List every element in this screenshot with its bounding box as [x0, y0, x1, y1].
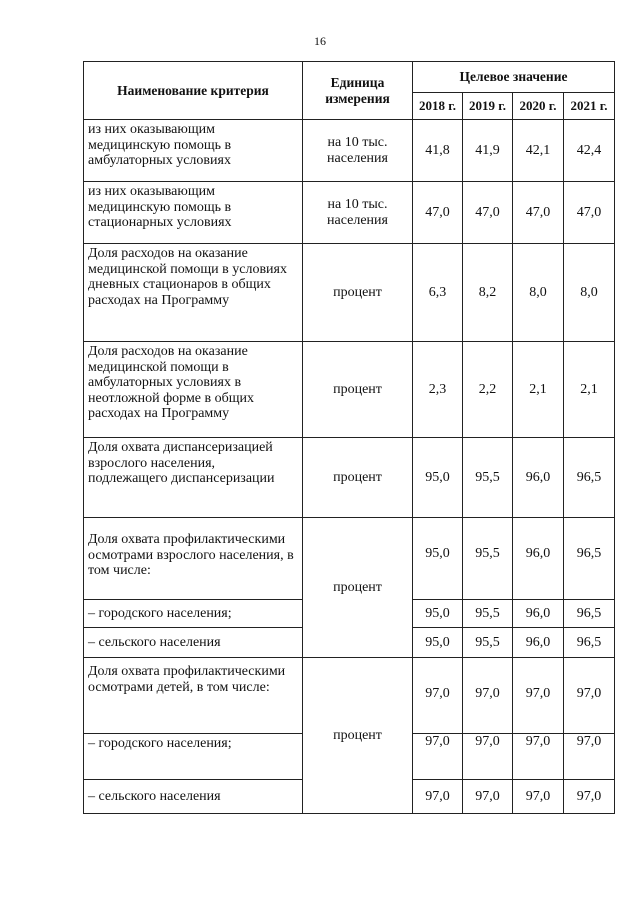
value-cell: 2,2: [463, 342, 513, 438]
value-cell: 96,0: [513, 628, 564, 658]
criterion-cell: – городского населения;: [84, 600, 303, 628]
criterion-cell: – сельского населения: [84, 628, 303, 658]
unit-cell: процент: [303, 244, 413, 342]
value-cell: 96,5: [564, 518, 615, 600]
value-cell: 2,1: [564, 342, 615, 438]
value-cell: 97,0: [413, 734, 463, 780]
value-cell: 97,0: [513, 658, 564, 734]
table-row: [84, 120, 615, 182]
table-row: [84, 342, 615, 438]
value-cell: 97,0: [564, 734, 615, 780]
value-cell: 96,0: [513, 438, 564, 518]
value-cell: 47,0: [413, 182, 463, 244]
value-cell: 95,0: [413, 628, 463, 658]
value-cell: 97,0: [413, 658, 463, 734]
unit-cell: на 10 тыс. населения: [303, 182, 413, 244]
value-cell: 97,0: [463, 734, 513, 780]
table-row: [84, 658, 615, 734]
value-cell: 42,1: [513, 120, 564, 182]
value-cell: 8,2: [463, 244, 513, 342]
table-row: [84, 518, 615, 600]
page-number: 16: [314, 34, 326, 48]
criterion-cell: – городского населения;: [84, 734, 303, 780]
header-target: Целевое значение: [413, 62, 615, 93]
table-row: [84, 438, 615, 518]
criteria-table: [83, 61, 615, 814]
criterion-cell: Доля расходов на оказание медицинской помощи в амбулаторных условиях в неотложной форме в общих расходах на Программу: [84, 342, 303, 438]
criterion-cell: – сельского населения: [84, 780, 303, 814]
value-cell: 2,1: [513, 342, 564, 438]
value-cell: 41,8: [413, 120, 463, 182]
criterion-cell: из них оказывающим медицинскую помощь в стационарных условиях: [84, 182, 303, 244]
value-cell: 41,9: [463, 120, 513, 182]
value-cell: 96,0: [513, 518, 564, 600]
criterion-cell: Доля охвата профилактическими осмотрами детей, в том числе:: [84, 658, 303, 734]
value-cell: 8,0: [513, 244, 564, 342]
value-cell: 8,0: [564, 244, 615, 342]
header-year: 2019 г.: [463, 93, 513, 120]
criterion-cell: Доля охвата профилактическими осмотрами взрослого населения, в том числе:: [84, 518, 303, 600]
header-criterion: Наименование критерия: [84, 62, 303, 120]
value-cell: 2,3: [413, 342, 463, 438]
header-row: [84, 62, 615, 93]
value-cell: 47,0: [513, 182, 564, 244]
value-cell: 47,0: [564, 182, 615, 244]
table-row: [84, 182, 615, 244]
header-year: 2021 г.: [564, 93, 615, 120]
value-cell: 97,0: [564, 780, 615, 814]
criterion-cell: Доля расходов на оказание медицинской помощи в условиях дневных стационаров в общих расходах на Программу: [84, 244, 303, 342]
value-cell: 97,0: [513, 734, 564, 780]
unit-cell: процент: [303, 438, 413, 518]
value-cell: 95,0: [413, 438, 463, 518]
value-cell: 95,0: [413, 518, 463, 600]
value-cell: 6,3: [413, 244, 463, 342]
value-cell: 97,0: [564, 658, 615, 734]
header-year: 2020 г.: [513, 93, 564, 120]
value-cell: 42,4: [564, 120, 615, 182]
unit-cell: процент: [303, 518, 413, 658]
value-cell: 95,5: [463, 628, 513, 658]
criterion-cell: из них оказывающим медицинскую помощь в амбулаторных условиях: [84, 120, 303, 182]
table-row: [84, 244, 615, 342]
value-cell: 95,5: [463, 518, 513, 600]
header-year: 2018 г.: [413, 93, 463, 120]
value-cell: 96,5: [564, 438, 615, 518]
value-cell: 97,0: [413, 780, 463, 814]
unit-cell: процент: [303, 342, 413, 438]
value-cell: 96,5: [564, 600, 615, 628]
value-cell: 96,5: [564, 628, 615, 658]
value-cell: 95,5: [463, 600, 513, 628]
value-cell: 95,0: [413, 600, 463, 628]
value-cell: 47,0: [463, 182, 513, 244]
value-cell: 97,0: [513, 780, 564, 814]
unit-cell: процент: [303, 658, 413, 814]
value-cell: 96,0: [513, 600, 564, 628]
value-cell: 97,0: [463, 658, 513, 734]
value-cell: 97,0: [463, 780, 513, 814]
header-unit: Единица измерения: [303, 62, 413, 120]
value-cell: 95,5: [463, 438, 513, 518]
criterion-cell: Доля охвата диспансеризацией взрослого населения, подлежащего диспансеризации: [84, 438, 303, 518]
unit-cell: на 10 тыс. населения: [303, 120, 413, 182]
